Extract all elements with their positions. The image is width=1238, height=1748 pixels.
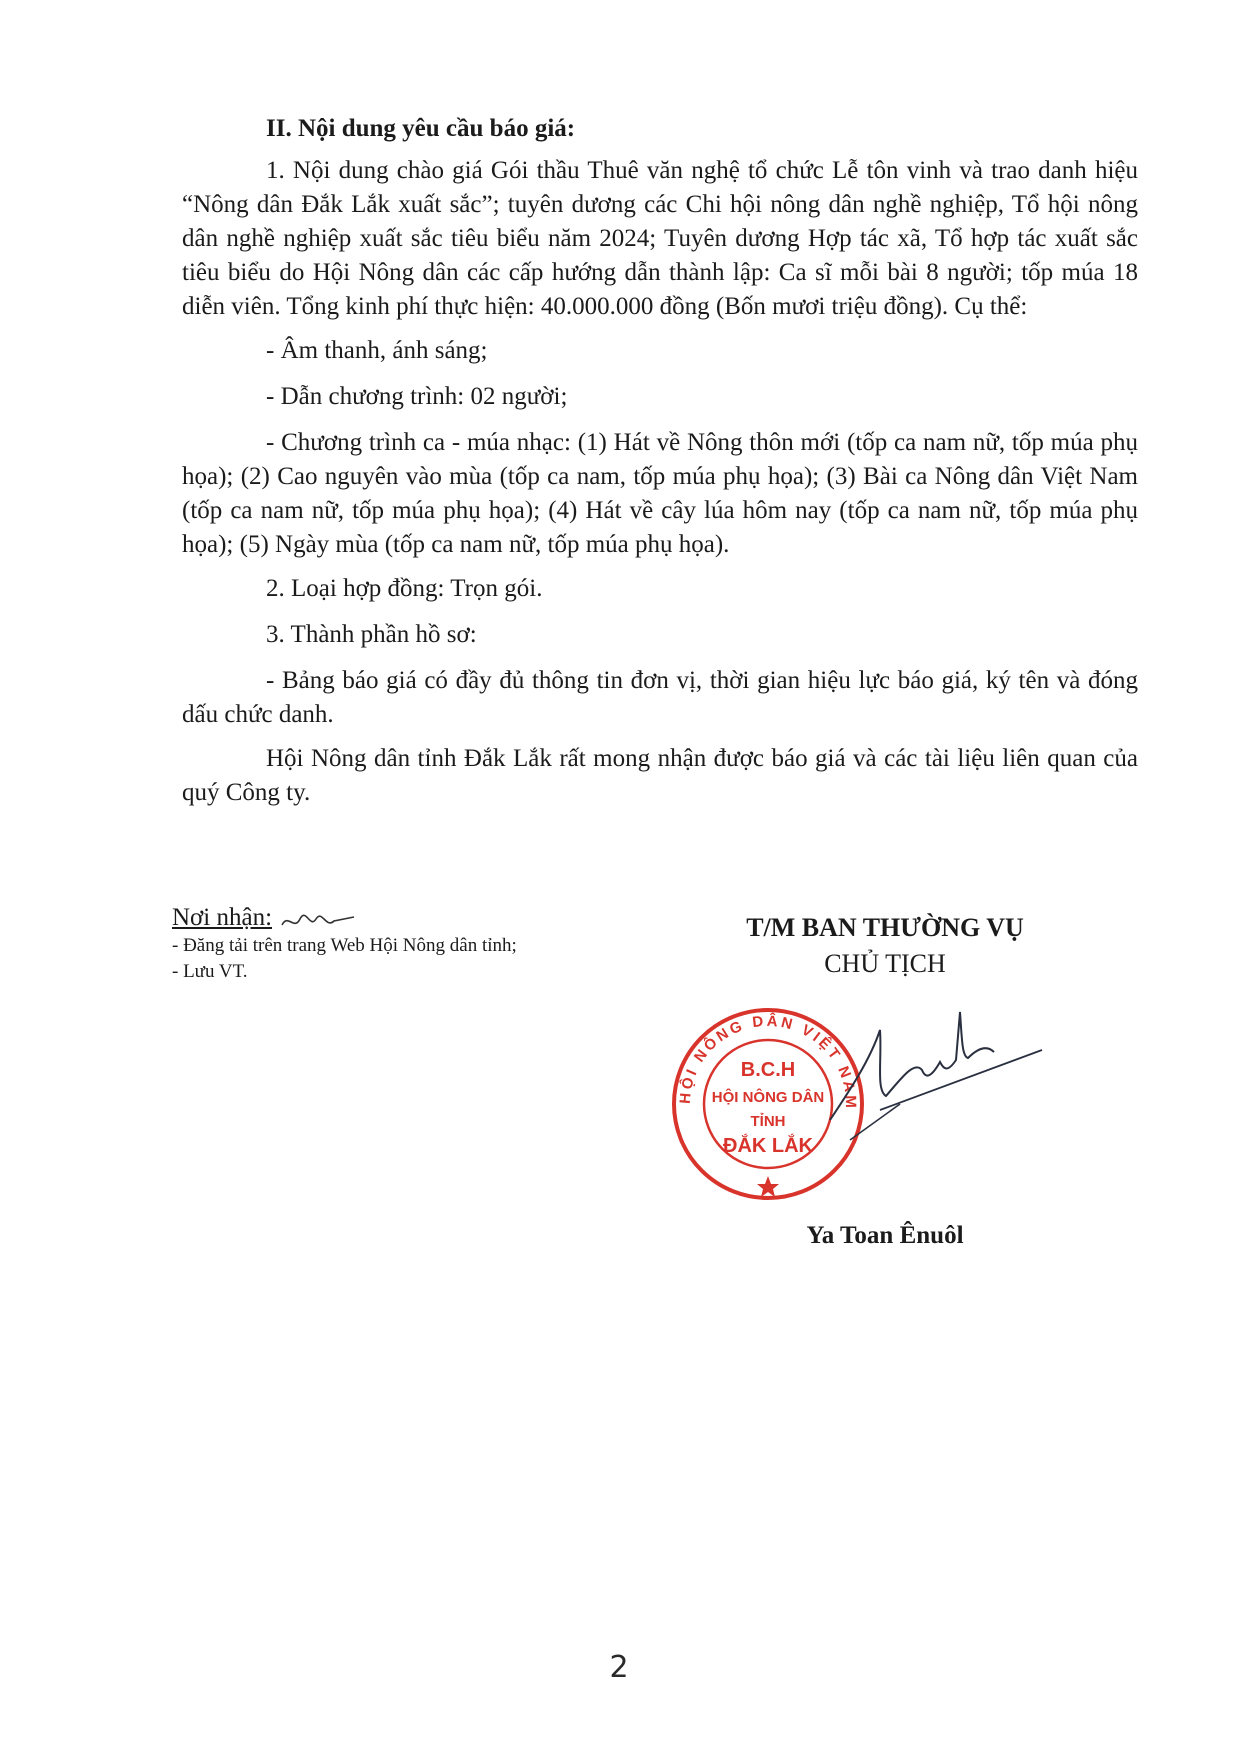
handwritten-signature (810, 1000, 1050, 1150)
seal-ring-text: HỘI NÔNG DÂN VIỆT NAM (676, 1012, 860, 1111)
item-1-paragraph: 1. Nội dung chào giá Gói thầu Thuê văn nghệ tổ chức Lễ tôn vinh và trao danh hiệu “Nông dân Đắk Lắk xuất sắc”; tuyên dương các Chi hội nông dân nghề nghiệp, Tổ hội nông dân nghề nghiệp xuất sắc tiêu biểu năm 2024; Tuyên dương Hợp tác xã, Tổ hợp tác xuất sắc tiêu biểu do Hội Nông dân các cấp hướng dẫn thành lập: Ca sĩ mỗi bài 8 người; tốp múa 18 diễn viên. Tổng kinh phí thực hiện: 40.000.000 đồng (Bốn mươi triệu đồng). Cụ thể: (182, 157, 1138, 320)
item-3-line: 3. Thành phần hồ sơ: (266, 621, 477, 648)
initials-mark (278, 909, 358, 933)
recipient-item: - Đăng tải trên trang Web Hội Nông dân tỉnh; (172, 935, 517, 957)
signer-name: Ya Toan Ênuôl (806, 1222, 964, 1249)
signature-role: CHỦ TỊCH (824, 949, 946, 978)
recipient-item: - Lưu VT. (172, 961, 248, 983)
sound-line: - Âm thanh, ánh sáng; (266, 337, 488, 364)
seal-line-1: B.C.H (740, 1059, 796, 1081)
main-content (182, 112, 1138, 820)
program-paragraph: - Chương trình ca - múa nhạc: (1) Hát về Nông thôn mới (tốp ca nam nữ, tốp múa phụ họa); (2) Cao nguyên vào mùa (tốp ca nam, tốp múa phụ họa); (3) Bài ca Nông dân Việt Nam (tốp ca nam nữ, tốp múa phụ họa); (4) Hát về cây lúa hôm nay (tốp ca nam nữ, tốp múa phụ họa); (5) Ngày mùa (tốp ca nam nữ, tốp múa phụ họa). (182, 429, 1138, 558)
seal-line-2: HỘI NÔNG DÂN (711, 1089, 825, 1106)
closing-paragraph: Hội Nông dân tỉnh Đắk Lắk rất mong nhận được báo giá và các tài liệu liên quan của quý Công ty. (182, 745, 1138, 806)
signature-title: T/M BAN THƯỜNG VỤ (746, 913, 1024, 942)
recipients-title: Nơi nhận: (172, 904, 273, 931)
section-heading: II. Nội dung yêu cầu báo giá: (266, 115, 576, 142)
seal-line-3: TỈNH (750, 1113, 786, 1130)
item-2-line: 2. Loại hợp đồng: Trọn gói. (266, 575, 543, 602)
mc-line: - Dẫn chương trình: 02 người; (266, 383, 568, 410)
quote-doc-paragraph: - Bảng báo giá có đầy đủ thông tin đơn vị, thời gian hiệu lực báo giá, ký tên và đóng dấu chức danh. (182, 667, 1138, 728)
page-number: 2 (609, 1650, 629, 1685)
signature-block (680, 910, 1090, 982)
recipients-block (172, 904, 692, 985)
seal-line-4: ĐẮK LẮK (723, 1135, 813, 1157)
